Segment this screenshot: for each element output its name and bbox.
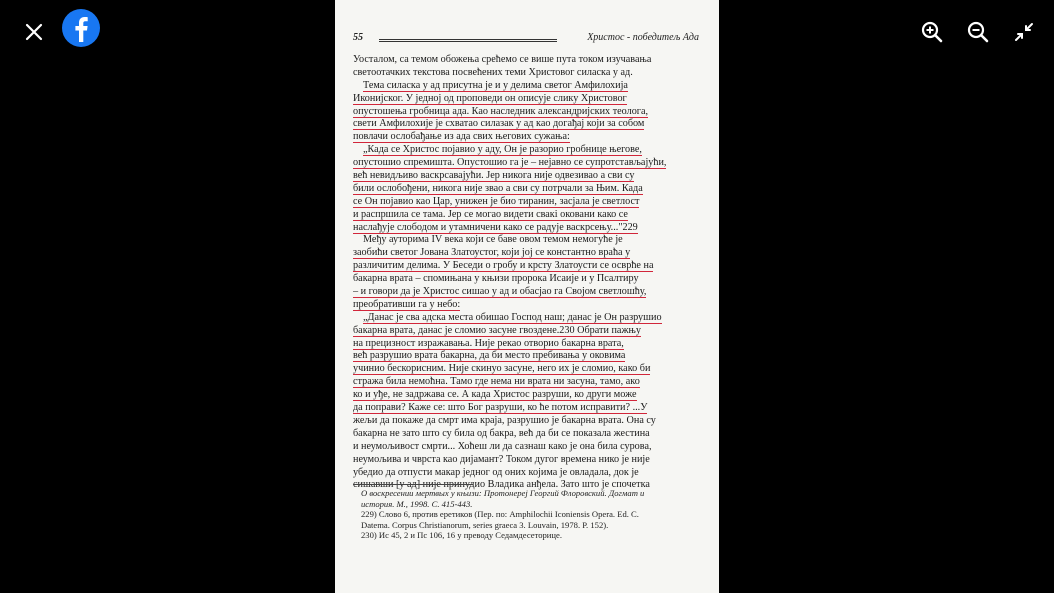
- zoom-out-icon: [966, 20, 990, 44]
- footnote-rule: [353, 484, 473, 485]
- text-line: сишавши [у ад] није принудио Владика анђела. Зато што је спочетка: [353, 479, 650, 491]
- zoom-out-button[interactable]: [958, 12, 998, 52]
- text-line: [353, 376, 701, 389]
- text-line: бакарна врата, данас је сломио засуне гвоздене.230 Обрати пажњу: [353, 324, 641, 336]
- text-line: неумољива и чврста као дијамант? Током дугог времена нико је није: [353, 453, 650, 465]
- text-line: [353, 196, 701, 209]
- footnotes: [361, 488, 701, 541]
- text-line: [353, 325, 701, 338]
- text-line: свети Амфилохије је схватао силазак у ад као догађај који за собом: [353, 118, 645, 130]
- facebook-icon: [61, 8, 101, 48]
- text-line: Међу ауторима IV века који се баве овом темом немогуће је: [363, 234, 623, 246]
- text-line: на прецизност изражавања. Није рекао отворио бакарна врата,: [353, 337, 624, 349]
- page-number: 55: [353, 32, 363, 43]
- exit-fullscreen-icon: [1014, 22, 1034, 42]
- exit-fullscreen-button[interactable]: [1004, 12, 1044, 52]
- text-line: [353, 312, 701, 325]
- footnote-line: 229) Слово 6, против еретиков (Пер. по: Amphilochii Iconiensis Opera. Ed. C.: [361, 509, 639, 520]
- close-button[interactable]: [14, 12, 54, 52]
- text-line: учинио бескорисним. Није скинуо засуне, него их је сломио, како би: [353, 363, 651, 375]
- text-line: убедио да отпусти макар једног од оних којима је овладала, док је: [353, 466, 639, 478]
- footnote-line: Datema. Corpus Christianorum, series graeca 3. Louvain, 1978. P. 152).: [361, 519, 609, 530]
- text-line: [353, 363, 701, 376]
- text-line: [353, 286, 701, 299]
- text-line: [353, 209, 701, 222]
- text-line: опустошења гробница ада. Као наследник александријских теолога,: [353, 105, 649, 117]
- text-line: већ разрушио врата бакарна, да би место пребивања у оковима: [353, 350, 626, 362]
- text-line: [353, 144, 701, 157]
- text-line: [353, 402, 701, 415]
- text-line: [353, 389, 701, 402]
- text-line: бакарна врата – спомињана у књизи пророка Исаије и у Псалтиру: [353, 273, 639, 285]
- text-line: [353, 299, 701, 312]
- text-line: и неумољивост смрти... Хоћеш ли да сазнаш како је она била сурова,: [353, 440, 652, 452]
- text-line: – и говори да је Христос сишао у ад и обасјао га Својом светлошћу,: [353, 286, 647, 298]
- book-page-image[interactable]: [335, 0, 719, 593]
- text-line: [353, 157, 701, 170]
- footnote-line: О воскресении мертвых у књизи: Протонереј Георгий Флоровский. Догмат и: [361, 488, 645, 498]
- text-line: [353, 80, 701, 93]
- footnote-line: история. М., 1998. С. 415-443.: [361, 498, 473, 509]
- text-line: [353, 118, 701, 131]
- header-rule: [379, 39, 557, 42]
- running-title: Христос - победитељ Ада: [587, 32, 699, 43]
- text-line: да поправи? Каже се: што Бог разруши, ко ће потом исправити? ...У: [353, 402, 648, 414]
- footnote-line: 230) Ис 45, 2 и Пс 106, 16 у преводу Седамдесеторице.: [361, 530, 562, 541]
- zoom-in-button[interactable]: [912, 12, 952, 52]
- text-line: и распршила се тама. Јер се могао видети свакі оковани како се: [353, 208, 628, 220]
- text-line: заобићи светог Јована Златоустог, који јој се константно враћа у: [353, 247, 631, 259]
- text-line: повлачи ослобађање из ада свих његових сужања:: [353, 131, 570, 143]
- text-line: [353, 260, 701, 273]
- text-line: Тема силаска у ад присутна је и у делима светог Амфилохија: [363, 79, 628, 91]
- text-line: опустошио спремишта. Опустошио га је – нејавно се супротстављајући,: [353, 157, 667, 169]
- text-line: жељи да покаже да смрт има краја, разрушио је бакарна врата. Она су: [353, 414, 656, 426]
- text-line: већ невидљиво васкрсавајући. Јер никога није одвезивао а сви су: [353, 170, 635, 182]
- text-line: [353, 93, 701, 106]
- text-line: преобративши га у небо:: [353, 298, 461, 310]
- facebook-logo[interactable]: [60, 7, 102, 49]
- text-line: различитим делима. У Беседи о гробу и крсту Златоусти се осврће на: [353, 260, 654, 272]
- close-icon: [24, 22, 44, 42]
- text-line: били ослобођени, никога није звао а сви су потрчали за Њим. Када: [353, 182, 643, 194]
- text-line: наслађује слободом и утамничени како се радује васкрсењу..."229: [353, 221, 638, 233]
- text-line: се Он појавио као Цар, унижен је био тиранин, засјала је светлост: [353, 195, 640, 207]
- text-line: Уосталом, са темом обожења срећемо се више пута током изучавања: [353, 54, 652, 65]
- page-header: [353, 32, 699, 48]
- text-line: [353, 222, 701, 235]
- text-line: Иконијског. У једној од проповеди он описује слику Христовог: [353, 92, 627, 104]
- text-line: стража била немоћна. Тамо где нема ни врата ни засуна, тамо, ако: [353, 376, 640, 388]
- text-line: ко и уђе, не задржава се. А када Христос разруши, ко други може: [353, 389, 637, 401]
- text-line: [353, 338, 701, 351]
- text-line: [353, 106, 701, 119]
- zoom-in-icon: [920, 20, 944, 44]
- text-line: [353, 131, 701, 144]
- text-line: „Данас је сва адска места обишао Господ наш; данас је Он разрушио: [363, 311, 662, 323]
- text-line: [353, 170, 701, 183]
- page-body-text: [353, 54, 701, 492]
- text-line: бакарна не зато што су била од бакра, већ да би се показала жестина: [353, 427, 650, 439]
- text-line: [353, 350, 701, 363]
- text-line: „Када се Христос појавио у аду, Он је разорио гробнице његове,: [363, 144, 642, 156]
- text-line: светоотачких текстова посвећених теми Христовог силаска у ад.: [353, 66, 633, 78]
- text-line: [353, 247, 701, 260]
- text-line: [353, 183, 701, 196]
